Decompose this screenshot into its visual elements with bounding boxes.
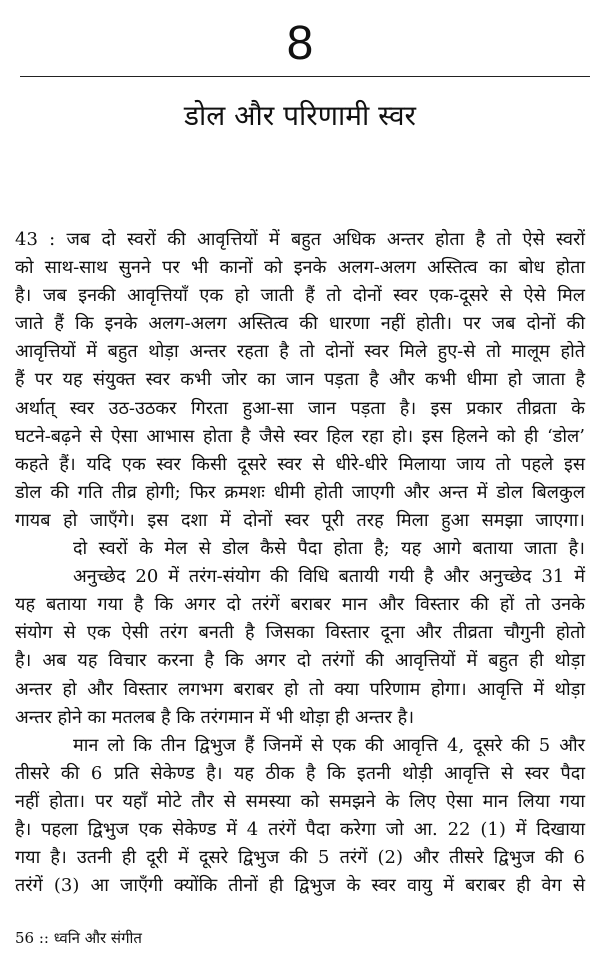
text-line: तरंगें (3) आ जाएँगी क्योंकि तीनों ही द्विभुज के स्वर वायु में बराबर ही वेग से xyxy=(15,875,585,897)
text-line: जाते हैं कि इनके अलग-अलग अस्तित्व की धारणा नहीं होती। पर जब दोनों की xyxy=(15,313,585,335)
text-line: संयोग से एक ऐसी तरंग बनती है जिसका विस्तार दूना और तीव्रता चौगुनी होतो xyxy=(15,622,585,644)
text-line: मान लो कि तीन द्विभुज हैं जिनमें से एक की आवृत्ति 4, दूसरे की 5 और xyxy=(73,734,585,756)
text-line: अन्तर होने का मतलब है कि तरंगमान में भी थोड़ा ही अन्तर है। xyxy=(15,706,415,728)
text-line: घटने-बढ़ने से ऐसा आभास होता है जैसे स्वर हिल रहा हो। इस हिलने को ही ‘डोल’ xyxy=(15,425,585,447)
text-line: गायब हो जाएँगे। इस दशा में दोनों स्वर पूरी तरह मिला हुआ समझा जाएगा। xyxy=(15,509,585,531)
text-line: आवृत्तियों में बहुत थोड़ा अन्तर रहता है तो दोनों स्वर मिले हुए-से तो मालूम होते xyxy=(15,341,585,363)
text-line: गया है। उतनी ही दूरी में दूसरे द्विभुज की 5 तरंगें (2) और तीसरे द्विभुज की 6 xyxy=(15,847,585,869)
chapter-title: डोल और परिणामी स्वर xyxy=(183,99,417,132)
text-line: है। अब यह विचार करना है कि अगर दो तरंगों की आवृत्तियों में बहुत ही थोड़ा xyxy=(15,650,585,672)
text-line: 43 : जब दो स्वरों की आवृत्तियों में बहुत अधिक अन्तर होता है तो ऐसे स्वरों xyxy=(15,229,585,250)
text-line: कहते हैं। यदि एक स्वर किसी दूसरे स्वर से धीरे-धीरे मिलाया जाय तो पहले इस xyxy=(15,453,585,475)
text-line: हैं पर यह संयुक्त स्वर कभी जोर का जान पड़ता है और कभी धीमा हो जाता है xyxy=(15,369,585,391)
chapter-number: 8 xyxy=(286,17,314,70)
text-line: डोल की गति तीव्र होगी; फिर क्रमशः धीमी होती जाएगी और अन्त में डोल बिलकुल xyxy=(15,481,585,503)
text-line: अन्तर हो और विस्तार लगभग बराबर हो तो क्या परिणाम होगा। आवृत्ति में थोड़ा xyxy=(15,678,585,700)
text-line: तीसरे की 6 प्रति सेकेण्ड है। यह ठीक है कि इतनी थोड़ी आवृत्ति से स्वर पैदा xyxy=(15,762,585,784)
text-line: अनुच्छेद 20 में तरंग-संयोग की विधि बतायी गयी है और अनुच्छेद 31 में xyxy=(73,566,585,588)
body-text xyxy=(15,226,585,900)
text-line: को साथ-साथ सुनने पर भी कानों को इनके अलग-अलग अस्तित्व का बोध होता xyxy=(15,257,585,279)
text-line: नहीं होता। पर यहाँ मोटे तौर से समस्या को समझने के लिए ऐसा मान लिया गया xyxy=(15,790,585,812)
text-line: है। जब इनकी आवृत्तियाँ एक हो जाती हैं तो दोनों स्वर एक-दूसरे से ऐसे मिल xyxy=(15,285,585,307)
text-line: यह बताया गया है कि अगर दो तरंगें बराबर मान और विस्तार की हों तो उनके xyxy=(15,594,585,616)
page-footer: 56 :: ध्वनि और संगीत xyxy=(15,929,142,947)
chapter-divider xyxy=(20,76,590,77)
text-line: है। पहला द्विभुज एक सेकेण्ड में 4 तरंगें पैदा करेगा जो आ. 22 (1) में दिखाया xyxy=(15,818,585,840)
text-line: अर्थात् स्वर उठ-उठकर गिरता हुआ-सा जान पड़ता है। इस प्रकार तीव्रता के xyxy=(15,397,585,419)
text-line: दो स्वरों के मेल से डोल कैसे पैदा होता है; यह आगे बताया जाता है। xyxy=(73,538,585,560)
